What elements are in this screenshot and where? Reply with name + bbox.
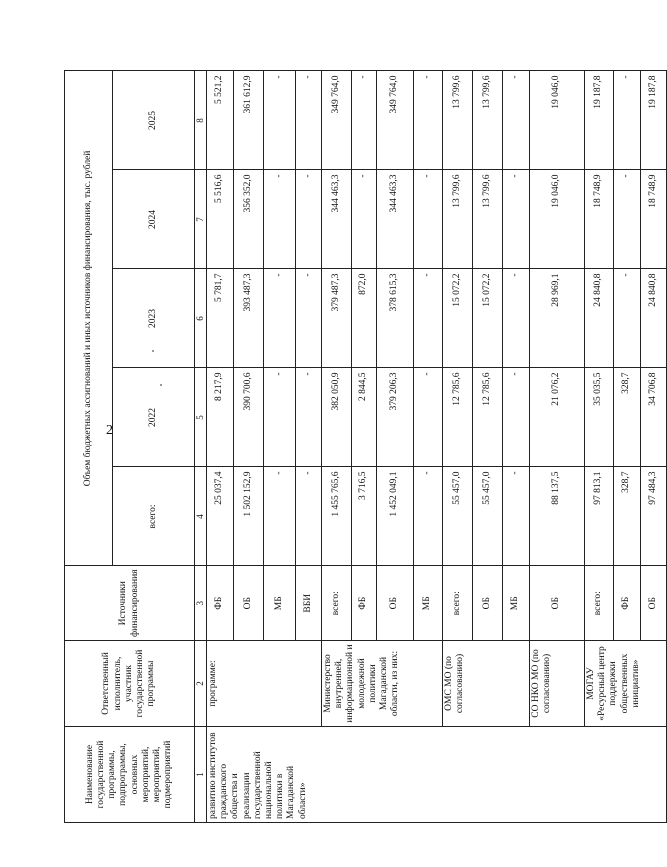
value-2025: 349 764,0 bbox=[377, 71, 414, 170]
value-2023: 872,0 bbox=[352, 269, 377, 368]
value-2022: 12 785,6 bbox=[443, 368, 473, 467]
value-total: 1 455 765,6 bbox=[322, 467, 352, 566]
executor-cell: Министерство внутренней, информационной и молодежной политики Магаданской области, из них: bbox=[322, 641, 443, 727]
value-total: 1 502 152,9 bbox=[234, 467, 264, 566]
source-cell: всего: bbox=[322, 566, 352, 641]
value-2023: 379 487,3 bbox=[322, 269, 352, 368]
value-2024: - bbox=[414, 170, 443, 269]
value-2024: - bbox=[614, 170, 641, 269]
value-2022: 379 206,3 bbox=[377, 368, 414, 467]
column-number: 1 bbox=[195, 727, 207, 823]
value-2024: - bbox=[296, 170, 322, 269]
rotated-table-container bbox=[64, 0, 658, 867]
executor-cell: МОГАУ «Ресурсный центр поддержки общественных инициатив» bbox=[585, 641, 667, 727]
value-2023: 5 781,7 bbox=[207, 269, 234, 368]
value-total: 55 457,0 bbox=[443, 467, 473, 566]
value-2025: 349 764,0 bbox=[322, 71, 352, 170]
column-number: 5 bbox=[195, 368, 207, 467]
value-2024: 5 516,6 bbox=[207, 170, 234, 269]
value-2024: 18 748,9 bbox=[641, 170, 667, 269]
source-cell: ВБИ bbox=[296, 566, 322, 641]
value-2022: 8 217,9 bbox=[207, 368, 234, 467]
value-2023: 15 072,2 bbox=[473, 269, 503, 368]
header-year-2024: 2024 bbox=[113, 170, 195, 269]
value-2025: 19 187,8 bbox=[641, 71, 667, 170]
value-2025: - bbox=[614, 71, 641, 170]
value-2023: 24 840,8 bbox=[641, 269, 667, 368]
source-cell: ОБ bbox=[641, 566, 667, 641]
financing-table bbox=[64, 70, 667, 823]
value-2022: 2 844,5 bbox=[352, 368, 377, 467]
source-cell: ФБ bbox=[207, 566, 234, 641]
header-year-2023: 2023 bbox=[113, 269, 195, 368]
header-executor: Ответственный исполнитель, участник государственной программы bbox=[65, 641, 195, 727]
value-2023: - bbox=[503, 269, 530, 368]
value-2022: 21 076,2 bbox=[530, 368, 585, 467]
value-2022: 35 035,5 bbox=[585, 368, 614, 467]
value-2023: 15 072,2 bbox=[443, 269, 473, 368]
value-total: 88 137,5 bbox=[530, 467, 585, 566]
value-total: - bbox=[264, 467, 296, 566]
source-cell: ОБ bbox=[234, 566, 264, 641]
value-total: - bbox=[296, 467, 322, 566]
header-source: Источники финансирования bbox=[65, 566, 195, 641]
value-2025: 19 046,0 bbox=[530, 71, 585, 170]
value-2024: 356 352,0 bbox=[234, 170, 264, 269]
value-2024: 19 046,0 bbox=[530, 170, 585, 269]
value-2024: 13 799,6 bbox=[443, 170, 473, 269]
column-number: 3 bbox=[195, 566, 207, 641]
value-2022: 34 706,8 bbox=[641, 368, 667, 467]
value-total: 97 484,3 bbox=[641, 467, 667, 566]
header-total: всего: bbox=[113, 467, 195, 566]
program-name-cell: развитию институтов гражданского общества и реализации государственной национальной политики в Магаданской области» bbox=[207, 727, 667, 823]
value-2024: 344 463,3 bbox=[322, 170, 352, 269]
source-cell: ОБ bbox=[377, 566, 414, 641]
value-2022: 382 050,9 bbox=[322, 368, 352, 467]
source-cell: ОБ bbox=[530, 566, 585, 641]
value-2025: - bbox=[503, 71, 530, 170]
value-2025: - bbox=[264, 71, 296, 170]
value-total: - bbox=[414, 467, 443, 566]
value-2024: - bbox=[503, 170, 530, 269]
value-2024: - bbox=[264, 170, 296, 269]
column-number: 7 bbox=[195, 170, 207, 269]
value-2022: - bbox=[296, 368, 322, 467]
value-2025: - bbox=[352, 71, 377, 170]
value-2025: - bbox=[296, 71, 322, 170]
value-total: - bbox=[503, 467, 530, 566]
column-number: 4 bbox=[195, 467, 207, 566]
source-cell: МБ bbox=[414, 566, 443, 641]
value-2024: 344 463,3 bbox=[377, 170, 414, 269]
value-2023: - bbox=[296, 269, 322, 368]
value-total: 97 813,1 bbox=[585, 467, 614, 566]
header-year-2025: 2025 bbox=[113, 71, 195, 170]
value-2023: 24 840,8 bbox=[585, 269, 614, 368]
source-cell: МБ bbox=[264, 566, 296, 641]
value-2023: 378 615,3 bbox=[377, 269, 414, 368]
value-2022: - bbox=[503, 368, 530, 467]
value-total: 1 452 049,1 bbox=[377, 467, 414, 566]
value-2023: 28 969,1 bbox=[530, 269, 585, 368]
executor-cell: СО НКО МО (по согласованию) bbox=[530, 641, 585, 727]
value-total: 25 037,4 bbox=[207, 467, 234, 566]
source-cell: всего: bbox=[585, 566, 614, 641]
header-financing-group: Объем бюджетных ассигнований и иных источников финансирования, тыс. рублей bbox=[65, 71, 113, 566]
value-2022: 328,7 bbox=[614, 368, 641, 467]
column-number: 2 bbox=[195, 641, 207, 727]
value-2024: - bbox=[352, 170, 377, 269]
executor-cell: ОМС МО (по согласованию) bbox=[443, 641, 530, 727]
value-2022: - bbox=[414, 368, 443, 467]
value-2024: 13 799,6 bbox=[473, 170, 503, 269]
source-cell: ОБ bbox=[473, 566, 503, 641]
source-cell: ФБ bbox=[352, 566, 377, 641]
column-number: 8 bbox=[195, 71, 207, 170]
value-total: 55 457,0 bbox=[473, 467, 503, 566]
source-cell: МБ bbox=[503, 566, 530, 641]
value-2022: - bbox=[264, 368, 296, 467]
source-cell: всего: bbox=[443, 566, 473, 641]
executor-cell: программе: bbox=[207, 641, 322, 727]
value-2025: - bbox=[414, 71, 443, 170]
value-2025: 13 799,6 bbox=[473, 71, 503, 170]
source-cell: ФБ bbox=[614, 566, 641, 641]
value-2023: - bbox=[614, 269, 641, 368]
value-2022: 12 785,6 bbox=[473, 368, 503, 467]
value-2025: 361 612,9 bbox=[234, 71, 264, 170]
value-2024: 18 748,9 bbox=[585, 170, 614, 269]
value-2025: 5 521,2 bbox=[207, 71, 234, 170]
value-2023: 393 487,3 bbox=[234, 269, 264, 368]
value-total: 3 716,5 bbox=[352, 467, 377, 566]
value-total: 328,7 bbox=[614, 467, 641, 566]
value-2022: 390 700,6 bbox=[234, 368, 264, 467]
value-2025: 19 187,8 bbox=[585, 71, 614, 170]
value-2023: - bbox=[414, 269, 443, 368]
header-year-2022: 2022 bbox=[113, 368, 195, 467]
header-program-name: Наименование государственной программы, подпрограммы, основных мероприятий, мероприятий, подмероприятий bbox=[65, 727, 195, 823]
value-2025: 13 799,6 bbox=[443, 71, 473, 170]
column-number: 6 bbox=[195, 269, 207, 368]
value-2023: - bbox=[264, 269, 296, 368]
page-number: 2 bbox=[106, 423, 113, 438]
